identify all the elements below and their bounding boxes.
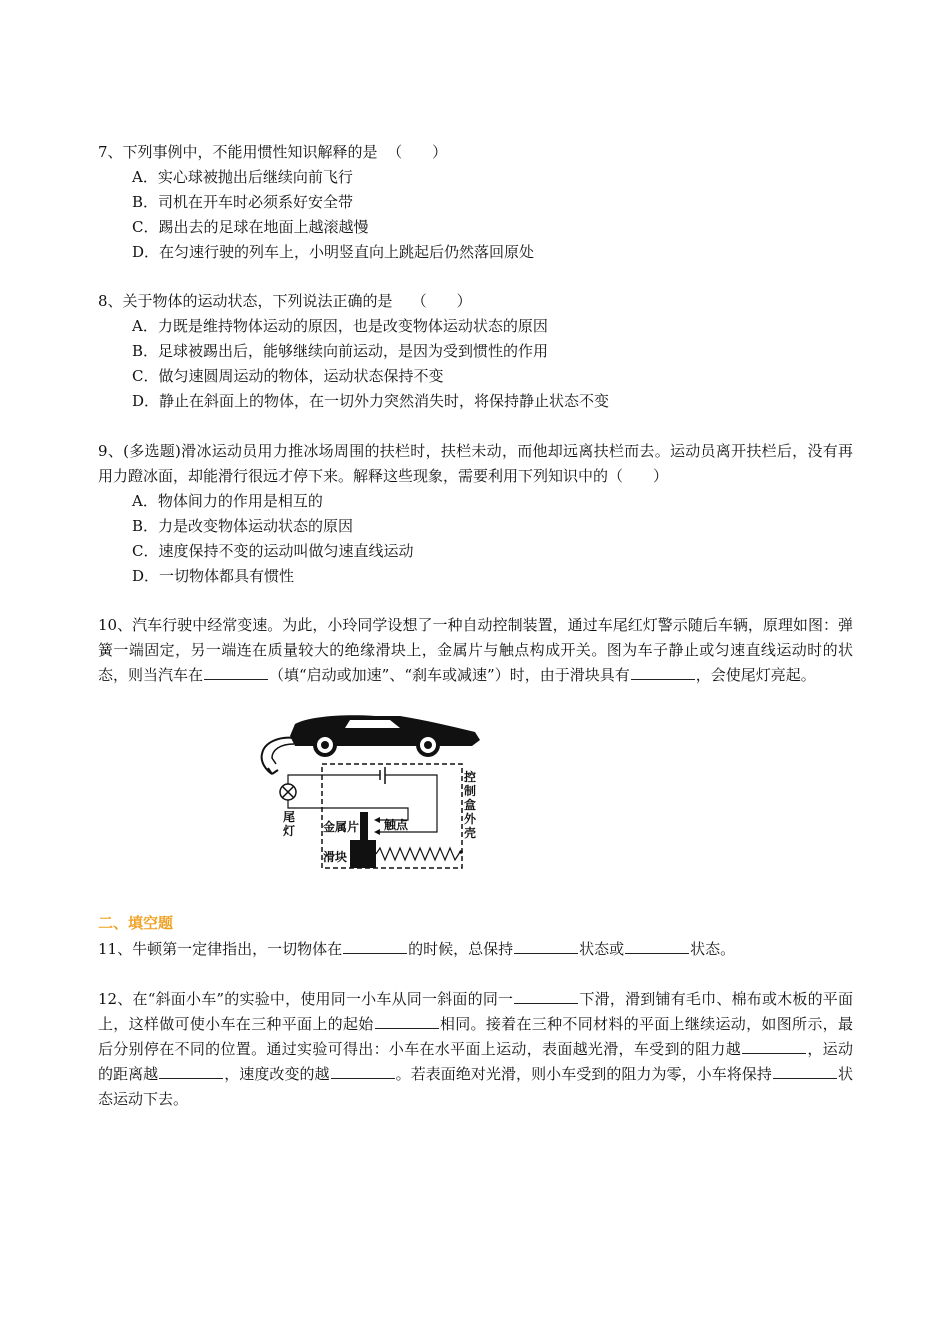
spring-icon — [376, 848, 460, 860]
option-a — [98, 314, 853, 339]
contact-label: 触点 — [384, 818, 409, 832]
fill-blank[interactable] — [159, 1063, 223, 1079]
lamp-icon — [280, 784, 296, 800]
option-label: A． — [132, 317, 158, 335]
question-text: 相同。接着在三种不同材料的平面上继续运动，如图所示，最后分别停在不同的位置。通过实验可得出：小车在水平面上运动，表面越光滑，车受到的阻力越 — [98, 1015, 853, 1058]
fill-blank[interactable] — [514, 988, 578, 1004]
fill-blank[interactable] — [331, 1063, 395, 1079]
option-text: 力既是维持物体运动的原因，也是改变物体运动状态的原因 — [157, 317, 548, 335]
fill-blank[interactable] — [625, 938, 689, 954]
fill-blank[interactable] — [742, 1038, 806, 1054]
option-text: 力是改变物体运动状态的原因 — [158, 517, 354, 535]
question-text: ，速度改变的越 — [224, 1065, 330, 1083]
option-label: A． — [132, 492, 158, 510]
option-text: 在匀速行驶的列车上，小明竖直向上跳起后仍然落回原处 — [159, 243, 535, 261]
question-11 — [98, 937, 853, 962]
question-text: 状态或 — [579, 940, 625, 958]
metal-plate — [360, 812, 368, 842]
question-stem — [98, 613, 853, 688]
option-b — [98, 190, 853, 215]
question-8 — [98, 289, 853, 414]
question-stem — [98, 987, 853, 1112]
question-text: 下滑，滑到铺有毛巾、棉布或木板的平面上，这样做可使小车在三种平面上的起始 — [98, 990, 854, 1033]
option-label: C． — [132, 367, 159, 385]
option-label: D． — [132, 392, 160, 410]
question-text: 汽车行驶中经常变速。为此，小玲同学设想了一种自动控制装置，通过车尾红灯警示随后车辆，原理如图：弹簧一端固定，另一端连在质量较大的绝缘滑块上，金属片与触点构成开关。图为车子静止或匀速直线运动时的状态，则当汽车在 — [98, 616, 853, 684]
option-a — [98, 165, 853, 190]
question-number: 12、 — [98, 990, 133, 1008]
option-d — [98, 240, 853, 265]
option-text: 静止在斜面上的物体，在一切外力突然消失时，将保持静止状态不变 — [159, 392, 610, 410]
option-text: 物体间力的作用是相互的 — [157, 492, 323, 510]
option-label: D． — [132, 243, 160, 261]
question-text: 牛顿第一定律指出，一切物体在 — [132, 940, 343, 958]
fill-blank[interactable] — [773, 1063, 837, 1079]
question-stem — [98, 937, 853, 962]
question-10 — [98, 613, 853, 688]
question-text: (多选题)滑冰运动员用力推冰场周围的扶栏时，扶栏未动，而他却远离扶栏而去。运动员离开扶栏后，没有再用力蹬冰面，却能滑行很远才停下来。解释这些现象，需要利用下列知识中的 — [98, 442, 853, 485]
option-b — [98, 514, 853, 539]
question-9 — [98, 439, 853, 589]
option-a — [98, 489, 853, 514]
option-text: 足球被踢出后，能够继续向前运动，是因为受到惯性的作用 — [158, 342, 549, 360]
option-text: 司机在开车时必须系好安全带 — [158, 193, 354, 211]
slider-label: 滑块 — [323, 850, 348, 864]
option-text: 一切物体都具有惯性 — [159, 567, 295, 585]
option-d — [98, 564, 853, 589]
fill-blank[interactable] — [375, 1013, 439, 1029]
fill-blank[interactable] — [631, 664, 695, 680]
question-stem — [98, 439, 853, 489]
option-c — [98, 539, 853, 564]
option-label: B． — [132, 342, 159, 360]
option-text: 速度保持不变的运动叫做匀速直线运动 — [158, 542, 414, 560]
question-text: ，运动的距离越 — [98, 1040, 853, 1083]
section-heading: 二、填空题 — [98, 914, 174, 932]
answer-paren: （ ） — [387, 143, 448, 161]
tail-light-label: 尾灯 — [283, 810, 296, 838]
question-text: 在“斜面小车”的实验中，使用同一小车从同一斜面的同一 — [132, 990, 514, 1008]
option-c — [98, 215, 853, 240]
circuit-diagram-svg — [250, 712, 490, 872]
question-number: 11、 — [98, 940, 133, 958]
option-text: 踢出去的足球在地面上越滚越慢 — [158, 218, 369, 236]
question-12 — [98, 987, 853, 1112]
option-label: B． — [132, 517, 159, 535]
option-label: D． — [132, 567, 160, 585]
answer-paren: （ ） — [608, 467, 669, 485]
option-label: C． — [132, 218, 159, 236]
option-label: B． — [132, 193, 159, 211]
question-text: 关于物体的运动状态，下列说法正确的是 — [122, 292, 393, 310]
option-text: 实心球被抛出后继续向前飞行 — [157, 168, 353, 186]
question-stem — [98, 289, 853, 314]
control-box-label: 控制盒外壳 — [464, 770, 477, 840]
question-text: 状态。 — [690, 940, 736, 958]
question-stem — [98, 140, 853, 165]
fill-blank[interactable] — [343, 938, 407, 954]
question-text: （填“启动或加速”、“刹车或减速”）时，由于滑块具有 — [269, 666, 630, 684]
option-b — [98, 339, 853, 364]
question-number: 7、 — [98, 143, 123, 161]
tail-light-control-diagram — [250, 712, 490, 872]
metal-plate-label: 金属片 — [323, 820, 360, 834]
question-text: ，会使尾灯亮起。 — [695, 666, 816, 684]
slider-block — [350, 840, 376, 868]
question-text: 。若表面绝对光滑，则小车受到的阻力为零，小车将保持 — [395, 1065, 772, 1083]
fill-blank[interactable] — [204, 664, 268, 680]
question-number: 10、 — [98, 616, 133, 634]
option-label: C． — [132, 542, 159, 560]
option-c — [98, 364, 853, 389]
question-number: 9、 — [98, 442, 124, 460]
question-number: 8、 — [98, 292, 123, 310]
question-7 — [98, 140, 853, 265]
arrow-icon — [262, 738, 294, 774]
fill-blank[interactable] — [514, 938, 578, 954]
answer-paren: （ ） — [411, 292, 472, 310]
option-d — [98, 389, 853, 414]
question-text: 下列事例中，不能用惯性知识解释的是 — [122, 143, 378, 161]
question-text: 的时候，总保持 — [408, 940, 514, 958]
question-text: 状态运动下去。 — [98, 1065, 853, 1108]
option-label: A． — [132, 168, 158, 186]
option-text: 做匀速圆周运动的物体，运动状态保持不变 — [158, 367, 444, 385]
car-icon — [290, 715, 480, 757]
